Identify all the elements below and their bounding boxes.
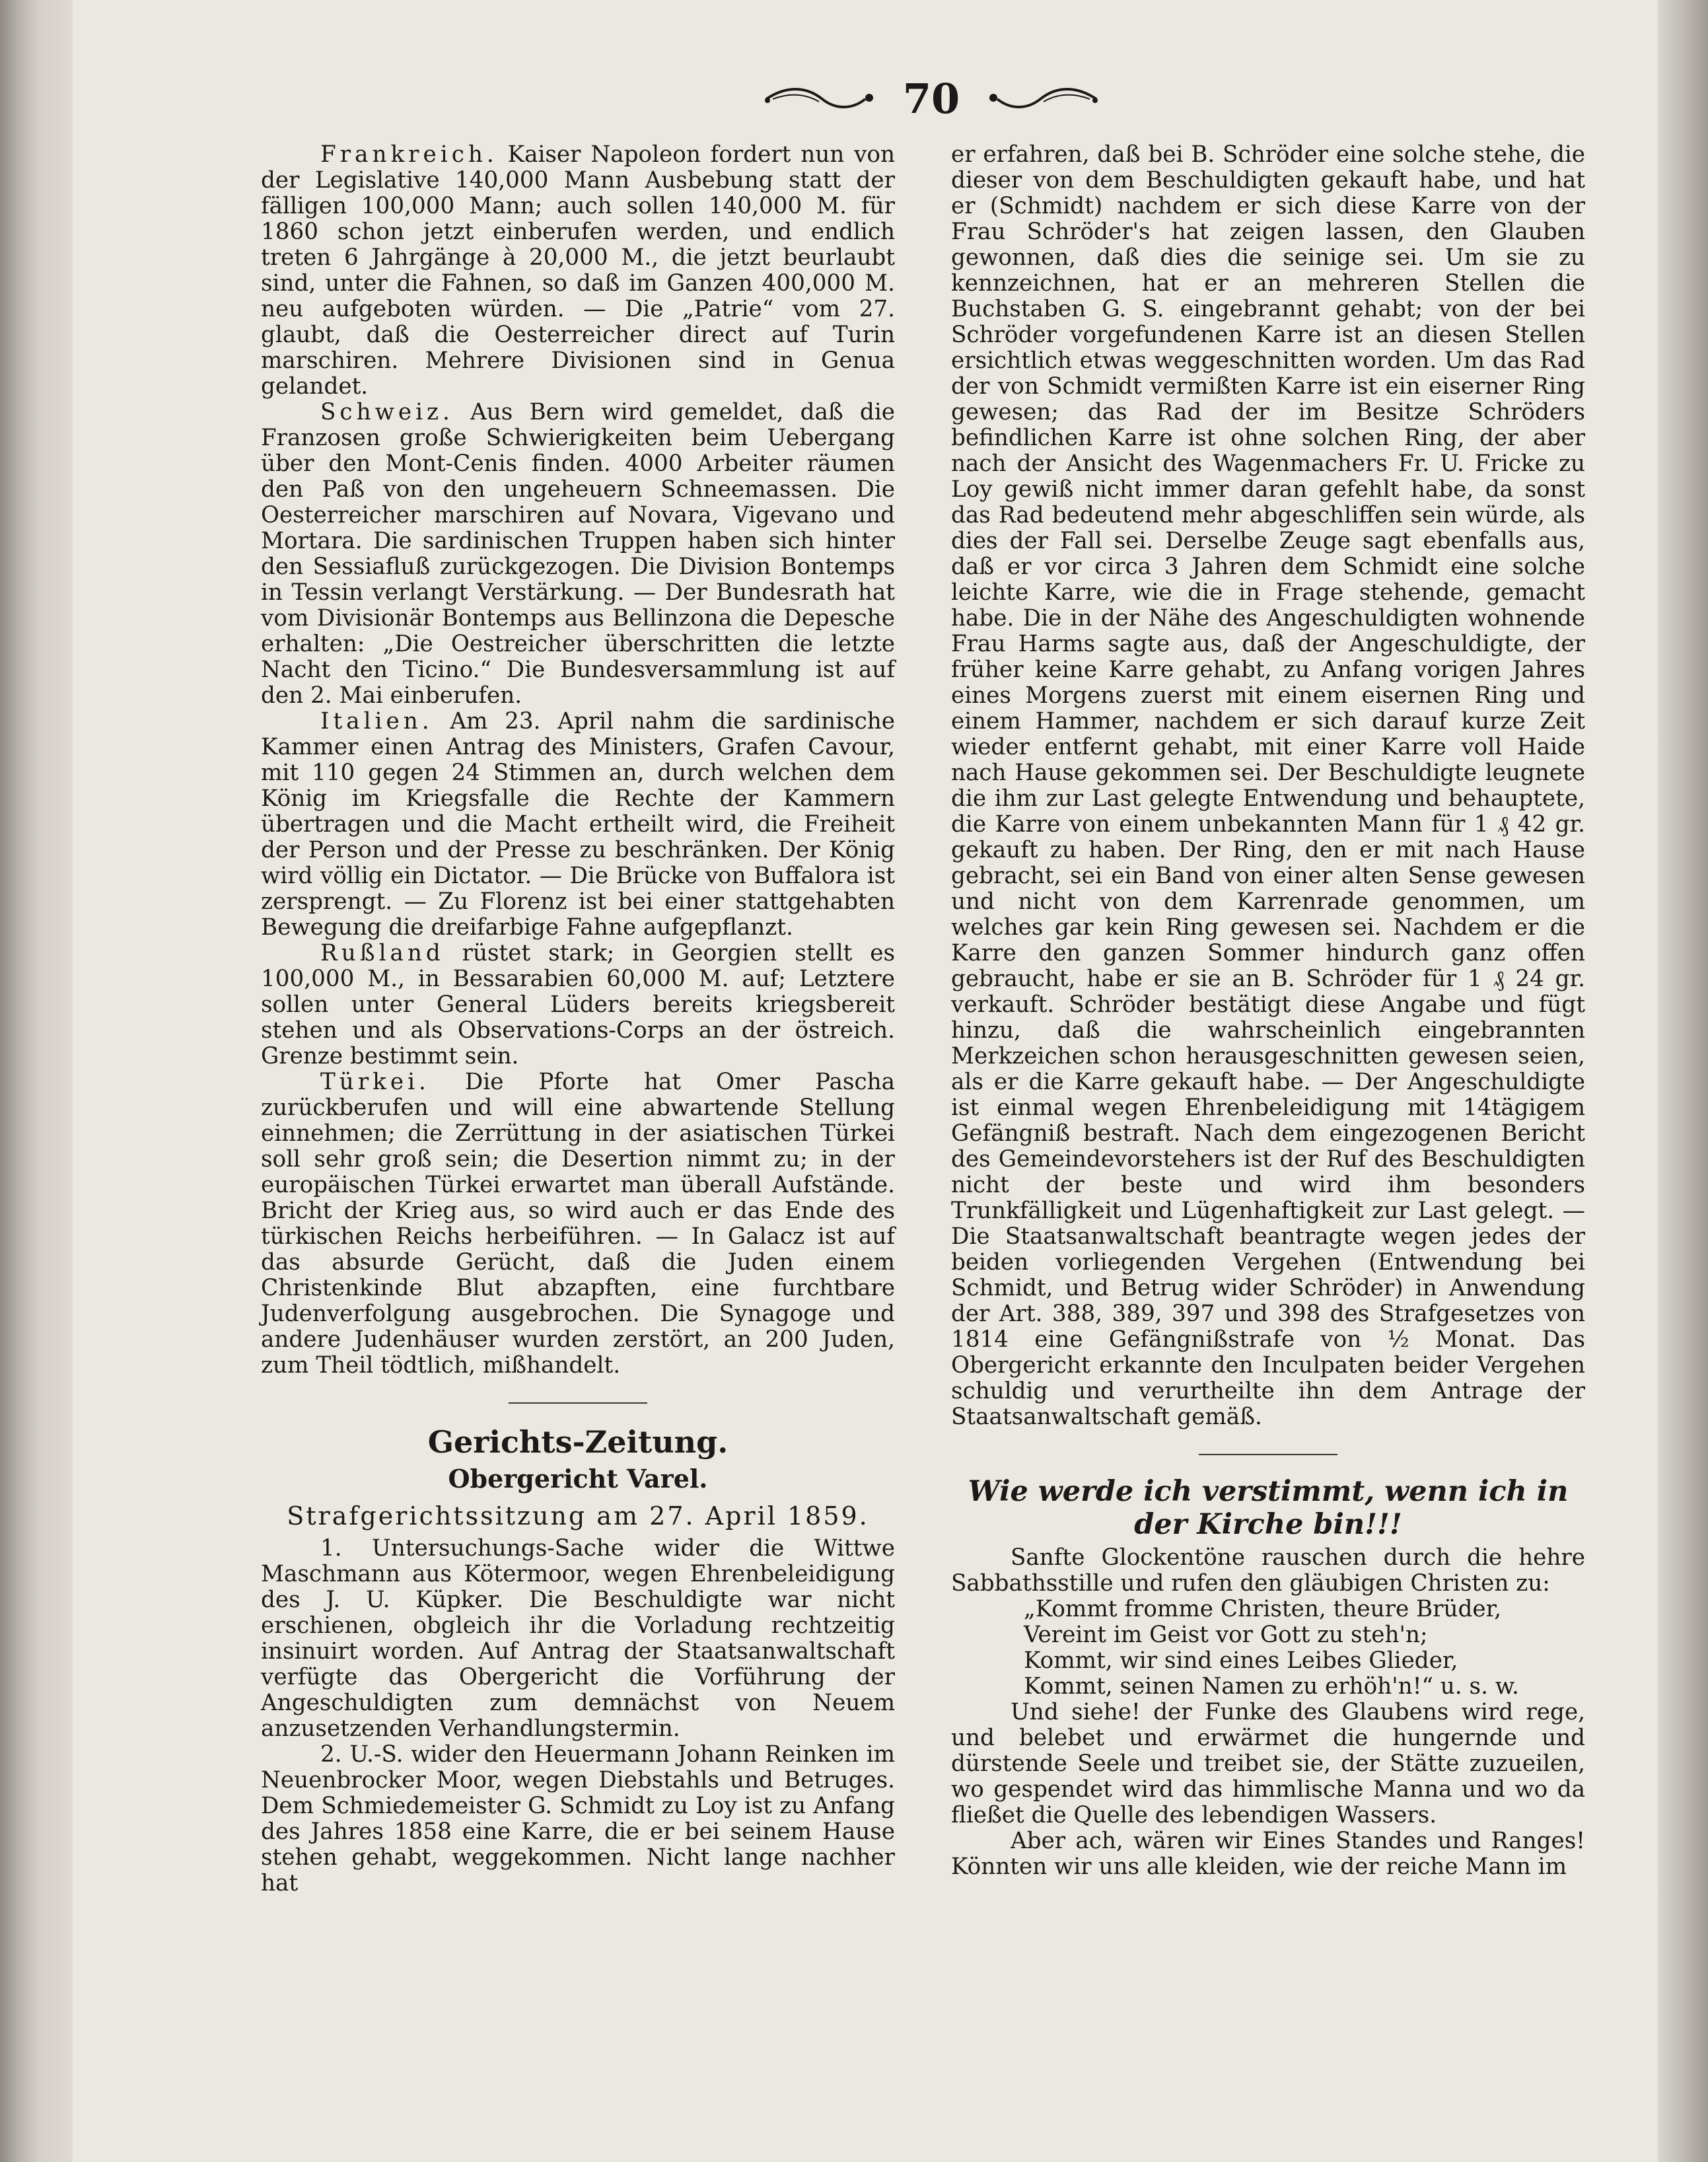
court-case-2-continued: er erfahren, daß bei B. Schröder eine solche stehe, die dieser von dem Beschuldigten gekauft habe, und hat er (Schmidt) nachdem er sich diese Karre von der Frau Schröder's hat zeigen lassen, den Glauben gewonnen, daß dies die seinige sei. Um sie zu kennzeichnen, hat er an mehreren Stellen die Buchstaben G. S. eingebrannt gehabt; von der bei Schröder vorgefundenen Karre ist an diesen Stellen ersichtlich etwas weggeschnitten worden. Um das Rad der von Schmidt vermißten Karre ist ein eiserner Ring gewesen; das Rad der im Besitze Schröders befindlichen Karre ist ohne solchen Ring, der aber nach der Ansicht des Wagenmachers Fr. U. Fricke zu Loy gewiß nicht immer daran gefehlt habe, da sonst das Rad bedeutend mehr abgeschliffen sein würde, als dies der Fall sei. Derselbe Zeuge sagt ebenfalls aus, daß er vor circa 3 Jahren dem Schmidt eine solche leichte Karre, wie die in Frage stehende, gemacht habe. Die in der Nähe des Angeschuldigten wohnende Frau Harms sagte aus, daß der Angeschuldigte, der früher keine Karre gehabt, zu Anfang vorigen Jahres eines Morgens zuerst mit einem eisernen Ring und einem Hammer, nachdem er sich darauf kurze Zeit wieder entfernt gehabt, mit einer Karre voll Haide nach Hause gekommen sei. Der Beschuldigte leugnete die ihm zur Last gelegte Entwendung und behauptete, die Karre von einem unbekannten Mann für 1 ₰ 42 gr. gekauft zu haben. Der Ring, den er mit nach Hause gebracht, sei ein Band von einer alten Sense gewesen und nicht von dem Karrenrade genommen, um welches gar kein Ring gewesen sei. Nachdem er die Karre den ganzen Sommer hindurch ganz offen gebraucht, habe er sie an B. Schröder für 1 ₰ 24 gr. verkauft. Schröder bestätigt diese Angabe und fügt hinzu, daß die wahrscheinlich eingebrannten Merkzeichen schon herausgeschnitten gewesen seien, als er die Karre gekauft habe. — Der Angeschuldigte ist einmal wegen Ehrenbeleidigung mit 14tägigem Gefängniß bestraft. Nach dem eingezogenen Bericht des Gemeindevorstehers ist der Ruf des Beschuldigten nicht der beste und wird ihm besonders Trunkfälligkeit und Lügenhaftigkeit zur Last gelegt. — Die Staatsanwaltschaft beantragte wegen jedes der beiden vorliegenden Vergehen (Entwendung bei Schmidt, und Betrug wider Schröder) in Anwendung der Art. 388, 389, 397 und 398 des Strafgesetzes von 1814 eine Gefängnißstrafe von ½ Monat. Das Obergericht erkannte den Inculpaten beider Vergehen schuldig und verurtheilte ihn dem Antrage der Staatsanwaltschaft gemäß. bbox=[951, 141, 1585, 1430]
news-paragraph-italien bbox=[261, 709, 895, 941]
church-intro: Sanfte Glockentöne rauschen durch die hehre Sabbathsstille und rufen den gläubigen Christen zu: bbox=[951, 1544, 1585, 1597]
hymn-line: Vereint im Geist vor Gott zu steh'n; bbox=[1024, 1622, 1428, 1648]
right-flourish-icon bbox=[984, 85, 1103, 114]
left-flourish-icon bbox=[760, 85, 878, 114]
news-paragraph-russland bbox=[261, 941, 895, 1069]
news-paragraph-schweiz bbox=[261, 400, 895, 709]
section-divider bbox=[509, 1402, 647, 1404]
news-text: Am 23. April nahm die sardinische Kammer einen Antrag des Ministers, Grafen Cavour, mit 110 gegen 24 Stimmen an, durch welchen dem König im Kriegsfalle die Rechte der Kammern übertragen und die Macht ertheilt wird, die Freiheit der Person und der Presse zu beschränken. Der König wird völlig ein Dictator. — Die Brücke von Buffalora ist zersprengt. — Zu Florenz ist bei einer stattgehabten Bewegung die dreifarbige Fahne aufgepflanzt. bbox=[261, 708, 895, 941]
right-column bbox=[951, 142, 1585, 2117]
hymn-verse bbox=[1024, 1597, 1585, 1700]
court-section-title: Gerichts-Zeitung. bbox=[427, 1424, 729, 1460]
news-place: Rußland bbox=[320, 940, 445, 966]
court-case-2-start: 2. U.-S. wider den Heuermann Johann Reinken im Neuenbrocker Moor, wegen Diebstahls und Betruges. Dem Schmiedemeister G. Schmidt zu Loy ist zu Anfang des Jahres 1858 eine Karre, die er bei seinem Hause stehen gehabt, weggekommen. Nicht lange nachher hat bbox=[261, 1741, 895, 1896]
page-edge-shadow bbox=[1658, 0, 1708, 2162]
news-text: Die Pforte hat Omer Pascha zurückberufen und will eine abwartende Stellung einnehmen; die Zerrüttung in der asiatischen Türkei soll sehr groß sein; die Desertion nimmt zu; in der europäischen Türkei erwartet man überall Aufstände. Bricht der Krieg aus, so wird auch er das Ende des türkischen Reichs herbeiführen. — In Galacz ist auf das absurde Gerücht, daß die Juden einem Christenkinde Blut abzapften, eine furchtbare Judenverfolgung ausgebrochen. Die Synagoge und andere Judenhäuser wurden zerstört, an 200 Juden, zum Theil tödtlich, mißhandelt. bbox=[261, 1069, 895, 1379]
court-name: Obergericht Varel. bbox=[448, 1464, 708, 1494]
page-number: 70 bbox=[902, 75, 960, 123]
news-place: Italien. bbox=[320, 708, 433, 735]
court-case-1: 1. Untersuchungs-Sache wider die Wittwe Maschmann aus Kötermoor, wegen Ehrenbeleidigung des J. U. Küpker. Die Beschuldigte war nicht erschienen, obgleich ihr die Vorladung rechtzeitig insinuirt worden. Auf Antrag der Staatsanwaltschaft verfügte das Obergericht die Vorführung der Angeschuldigten zum demnächst von Neuem anzusetzenden Verhandlungstermin. bbox=[261, 1535, 895, 1742]
news-place: Türkei. bbox=[320, 1069, 430, 1095]
left-column bbox=[261, 142, 895, 2117]
book-binding-shadow bbox=[0, 0, 73, 2162]
news-place: Frankreich. bbox=[320, 141, 498, 168]
hymn-line: Kommt, wir sind eines Leibes Glieder, bbox=[1024, 1647, 1458, 1674]
church-article-title: Wie werde ich verstimmt, wenn ich in der Kirche bin!!! bbox=[968, 1475, 1569, 1541]
hymn-line: „Kommt fromme Christen, theure Brüder, bbox=[1024, 1596, 1502, 1622]
news-paragraph-tuerkei bbox=[261, 1069, 895, 1379]
page-header bbox=[760, 73, 1103, 126]
hymn-line: Kommt, seinen Namen zu erhöh'n!“ u. s. w. bbox=[1024, 1673, 1519, 1700]
church-paragraph-1: Und siehe! der Funke des Glaubens wird rege, und belebet und erwärmet die hungernde und dürstende Seele und treibet sie, der Stätte zuzueilen, wo gespendet wird das himmlische Manna und wo da fließet die Quelle des lebendigen Wassers. bbox=[951, 1699, 1585, 1828]
court-session-heading: Strafgerichtssitzung am 27. April 1859. bbox=[287, 1501, 869, 1531]
church-paragraph-2: Aber ach, wären wir Eines Standes und Ranges! Könnten wir uns alle kleiden, wie der reiche Mann im bbox=[951, 1828, 1585, 1880]
news-place: Schweiz. bbox=[320, 399, 454, 425]
news-text: rüstet stark; in Georgien stellt es 100,000 M., in Bessarabien 60,000 M. auf; Letztere sollen unter General Lüders bereits kriegsbereit stehen und als Observations-Corps an der östreich. Grenze bestimmt sein. bbox=[261, 940, 895, 1069]
news-text: Kaiser Napoleon fordert nun von der Legislative 140,000 Mann Ausbebung statt der fälligen 100,000 Mann; auch sollen 140,000 M. für 1860 schon jetzt einberufen werden, und endlich treten 6 Jahrgänge à 20,000 M., die jetzt beurlaubt sind, unter die Fahnen, so daß im Ganzen 400,000 M. neu aufgeboten würden. — Die „Patrie“ vom 27. glaubt, daß die Oesterreicher direct auf Turin marschiren. Mehrere Divisionen sind in Genua gelandet. bbox=[261, 141, 895, 400]
section-divider bbox=[1199, 1454, 1337, 1455]
news-paragraph-frankreich bbox=[261, 142, 895, 400]
news-text: Aus Bern wird gemeldet, daß die Franzosen große Schwierigkeiten beim Uebergang über den Mont-Cenis finden. 4000 Arbeiter räumen den Paß von den ungeheuern Schneemassen. Die Oesterreicher marschiren auf Novara, Vigevano und Mortara. Die sardinischen Truppen haben sich hinter den Sessiafluß zurückgezogen. Die Division Bontemps in Tessin verlangt Verstärkung. — Der Bundesrath hat vom Divisionär Bontemps aus Bellinzona die Depesche erhalten: „Die Oestreicher überschritten die letzte Nacht den Ticino.“ Die Bundesversammlung ist auf den 2. Mai einberufen. bbox=[261, 399, 895, 709]
